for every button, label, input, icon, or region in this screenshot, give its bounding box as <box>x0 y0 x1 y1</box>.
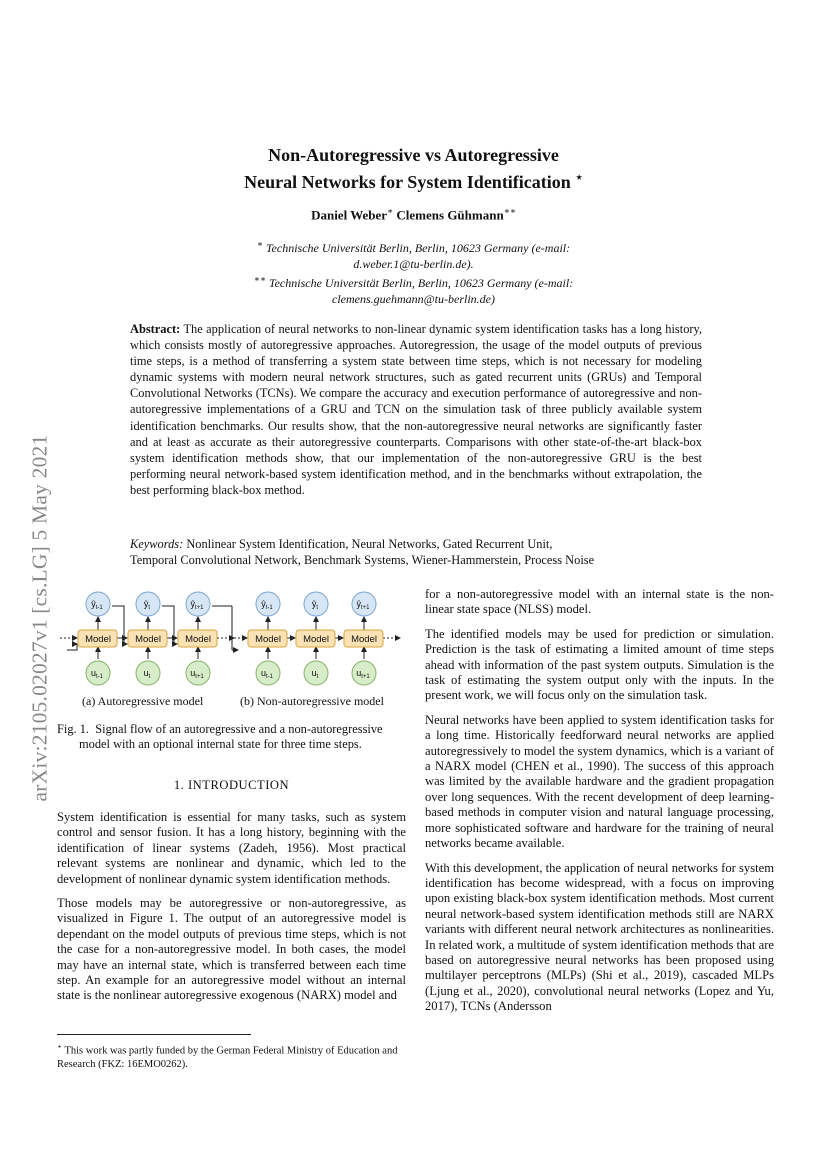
model-label: Model <box>85 634 111 645</box>
title-line-2 <box>0 166 827 193</box>
subcaption-b: (b) Non-autoregressive model <box>240 694 384 708</box>
model-label: Model <box>255 634 281 645</box>
footnote-mark: ⋆ <box>57 1042 63 1051</box>
footnote-text: This work was partly funded by the German Federal Ministry of Education and Research (FKZ: 16EMO0262). <box>57 1045 398 1070</box>
abstract <box>130 321 702 498</box>
feedback-in-arrow <box>67 644 77 650</box>
keywords-text-1: Nonlinear System Identification, Neural Networks, Gated Recurrent Unit, <box>186 537 553 551</box>
paragraph: With this development, the application of neural networks for system identification has become widespread, with a focus on improving upon existing black-box system identification methods. Most current neural network-based system identification methods still are NARX variants with different neural network architectures as nonlinearities. In related work, a multitude of system identification methods that are based on autoregressive neural networks has been proposed using multilayer perceptrons (MLPs) (Shi et al., 2019), cascaded MLPs (Ljung et al., 2020), convolutional neural networks (Lopez and Yu, 2017), TCNs (Andersson <box>425 860 774 1014</box>
affiliation-1 <box>0 237 827 257</box>
input-label: $u_{t-1}$ <box>90 668 104 680</box>
author-2-mark: ∗∗ <box>503 206 516 216</box>
output-label: $ŷ_{t+1}$ <box>190 599 204 611</box>
affiliation-2-line-1: Technische Universität Berlin, Berlin, 10623 Germany (e-mail: <box>269 276 574 290</box>
title-line-1: Non-Autoregressive vs Autoregressive <box>268 145 559 165</box>
affiliation-1-email: d.weber.1@tu-berlin.de). <box>353 256 474 271</box>
caption-text: Signal flow of an autoregressive and a non-autoregressive model with an optional internal state for three time steps. <box>79 722 383 752</box>
output-node <box>86 592 110 616</box>
output-label: $ŷ_t$ <box>311 599 319 611</box>
figure-1-signal-flow <box>57 588 412 692</box>
output-label: $ŷ_{t-1}$ <box>91 599 103 611</box>
paragraph: System identification is essential for many tasks, such as system control and sensor fusion. It has a long history, beginning with the identification of linear systems (Zadeh, 1956). Most practical relevant systems are nonlinear and dynamic, which led to the development of nonlinear dynamic system identification methods. <box>57 810 406 886</box>
affiliation-2 <box>0 272 827 292</box>
model-label: Model <box>135 634 161 645</box>
model-label: Model <box>351 634 377 645</box>
abstract-text: The application of neural networks to non-linear dynamic system identification tasks has a long history, which consists mostly of autoregressive approaches. Autoregression, the usage of the model outputs of previous time steps, is a method of transferring a system state between time steps, which is not necessary for modeling dynamic systems with modern neural network structures, such as gated recurrent units (GRUs) and Temporal Convolutional Networks (TCNs). We compare the accuracy and execution performance of autoregressive and non-autoregressive implementations of a GRU and TCN on the simulation task of three publicly available system identification benchmarks. Our results show, that the non-autoregressive neural networks are significantly faster and at least as accurate as their autoregressive counterparts. Comparisons with other state-of-the-art black-box system identification methods show, that our implementation of the non-autoregressive GRU is the best performing neural network-based system identification method, and in the benchmarks without extrapolation, the best performing black-box method. <box>130 322 703 497</box>
footnote <box>57 1040 406 1072</box>
section-heading-introduction: 1. INTRODUCTION <box>173 778 290 792</box>
model-label: Model <box>303 634 329 645</box>
paragraph: for a non-autoregressive model with an internal state is the non-linear state space (NLSS) model. <box>425 587 774 617</box>
keywords-label: Keywords: <box>130 537 184 551</box>
arxiv-stamp <box>27 363 52 873</box>
affiliation-2-mark: ∗∗ <box>253 274 267 284</box>
affiliation-2-email: clemens.guehmann@tu-berlin.de) <box>332 291 495 306</box>
input-label: $u_t$ <box>143 668 151 680</box>
input-label: $u_{t+1}$ <box>190 668 204 680</box>
author-1-mark: ∗ <box>387 206 394 216</box>
keywords <box>130 536 702 568</box>
input-node <box>256 661 280 685</box>
paragraph: The identified models may be used for prediction or simulation. Prediction is the task of estimating a limited amount of time steps ahead with information of the past system outputs. Simulation is the task of estimating the system output only with the inputs. In the present work, we will focus only on the simulation task. <box>425 626 774 703</box>
input-label: $u_{t+1}$ <box>356 668 370 680</box>
abstract-label: Abstract: <box>130 322 181 336</box>
footnote-rule <box>57 1034 251 1035</box>
output-label: $ŷ_t$ <box>143 599 151 611</box>
title-footnote-mark: ⋆ <box>575 170 583 184</box>
author-list <box>0 206 827 223</box>
output-label: $ŷ_{t-1}$ <box>261 599 273 611</box>
output-node <box>256 592 280 616</box>
keywords-line-1 <box>130 536 702 552</box>
figure-1-caption <box>57 722 406 753</box>
author-1: Daniel Weber <box>311 207 388 223</box>
paper-title <box>0 144 827 193</box>
paragraph: Those models may be autoregressive or non-autoregressive, as visualized in Figure 1. The output of an autoregressive model is dependant on the model outputs of previous time steps, which is not the case for a non-autoregressive model. In both cases, the model may have an internal state, which is transferred between each time step. An example for an autoregressive model without an internal state is the nonlinear autoregressive exogenous (NARX) model and <box>57 896 406 1003</box>
input-label: $u_{t-1}$ <box>260 668 274 680</box>
affiliation-1-line-1: Technische Universität Berlin, Berlin, 10623 Germany (e-mail: <box>265 241 571 255</box>
input-label: $u_t$ <box>311 668 319 680</box>
left-column-text <box>57 810 406 1013</box>
right-column-text <box>425 587 774 1024</box>
paragraph: Neural networks have been applied to system identification tasks for a long time. Historically feedforward neural networks are applied autoregressively to model the system dynamics, which is a variant of a NARX model (CHEN et al., 1990). The success of this approach was limited by the available hardware and the gradient propagation over long sequences. With the recent development of deep learning-based methods in computer vision and natural language processing, more sophisticated software and hardware for the training of neural networks became available. <box>425 712 774 851</box>
keywords-line-2: Temporal Convolutional Network, Benchmark Systems, Wiener-Hammerstein, Process Noise <box>130 553 595 568</box>
arxiv-stamp-text: arXiv:2105.02027v1 [cs.LG] 5 May 2021 <box>27 434 52 802</box>
affiliations <box>0 237 827 307</box>
author-2: Clemens Gühmann <box>396 207 504 223</box>
input-node <box>86 661 110 685</box>
caption-label: Fig. 1. <box>57 722 90 736</box>
subcaption-a: (a) Autoregressive model <box>82 694 204 708</box>
model-label: Model <box>185 634 211 645</box>
output-label: $ŷ_{t+1}$ <box>356 599 370 611</box>
title-line-2-text: Neural Networks for System Identification <box>244 172 571 192</box>
affiliation-1-mark: ∗ <box>256 239 263 249</box>
